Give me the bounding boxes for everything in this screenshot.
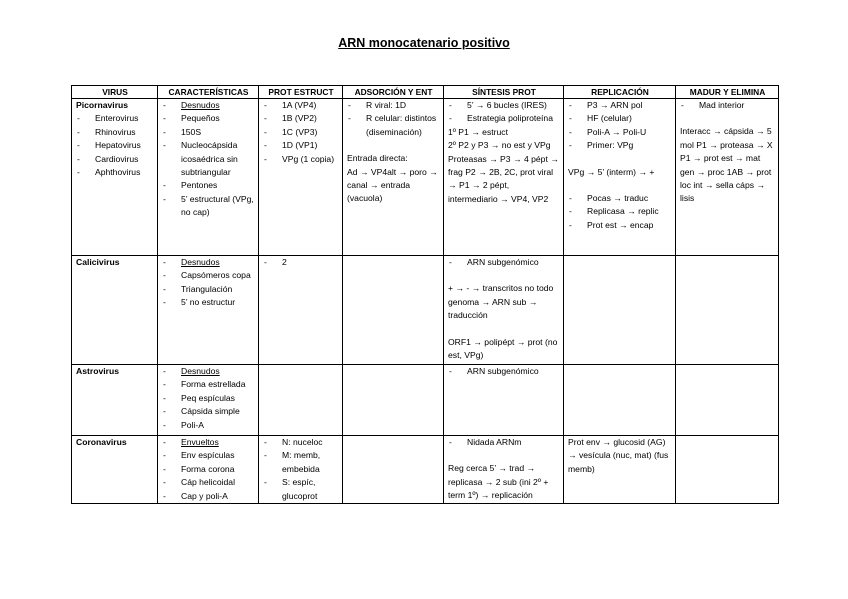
cell-replicacion	[564, 99, 676, 256]
cell-adsorcion	[343, 256, 444, 365]
virus-name: Coronavirus	[76, 437, 127, 447]
cell-caracteristicas	[158, 256, 259, 365]
list-item: - ARN subgenómico	[448, 256, 560, 269]
cell-sintesis	[444, 365, 564, 436]
list-item: - Nucleocápsida icosaédrica sin subtriangular	[162, 139, 255, 179]
header-adsorcion: ADSORCIÓN Y ENT	[343, 86, 444, 99]
cell-prot-estruct	[259, 436, 343, 504]
list-item: - Desnudos	[162, 365, 255, 378]
list-item: - Poli-A → Poli-U	[568, 126, 672, 139]
cell-text: ORF1 → polipépt → prot (no est, VPg)	[448, 336, 558, 361]
cell-replicacion	[564, 256, 676, 365]
table-row-coronavirus	[72, 436, 779, 504]
list-item: - Forma estrellada	[162, 378, 255, 391]
list-item: - Desnudos	[162, 99, 255, 112]
list-item: - R celular: distintos (diseminación)	[347, 112, 440, 139]
cell-text: 1º P1 → estruct	[448, 126, 508, 137]
cell-madur	[676, 99, 779, 256]
list-item: - Replicasa → replic	[568, 205, 672, 218]
header-prot-estruct: PROT ESTRUCT	[259, 86, 343, 99]
list-item: - Rhinovirus	[76, 126, 154, 139]
page-title: ARN monocatenario positivo	[338, 36, 510, 50]
list-item: - P3 → ARN pol	[568, 99, 672, 112]
cell-text: Interacc → cápsida → 5 mol P1 → proteasa → X P1 → prot est → mat gen → proc 1AB → prot loc int → sella cáps → lisis	[680, 126, 773, 204]
list-item: - 150S	[162, 126, 255, 139]
list-item: - R viral: 1D	[347, 99, 440, 112]
list-item: - HF (celular)	[568, 112, 672, 125]
list-item: - Triangulación	[162, 283, 255, 296]
virus-name: Astrovirus	[76, 366, 119, 376]
cell-caracteristicas	[158, 436, 259, 504]
cell-sintesis	[444, 436, 564, 504]
list-item: - Forma corona	[162, 463, 255, 476]
list-item: - N: nuceloc	[263, 436, 339, 449]
list-item: - Cáp helicoidal	[162, 476, 255, 489]
list-item: - Estrategia poliproteína	[448, 112, 560, 125]
list-item: - 5’ → 6 bucles (IRES)	[448, 99, 560, 112]
list-item: - Hepatovirus	[76, 139, 154, 152]
cell-text: Prot env → glucosid (AG) → vesícula (nuc, mat) (fus memb)	[568, 437, 669, 474]
list-item: - Envueltos	[162, 436, 255, 449]
cell-madur	[676, 256, 779, 365]
cell-text: Ad → VP4alt → poro → canal → entrada (vacuola)	[347, 166, 438, 204]
table-row-astrovirus	[72, 365, 779, 436]
list-item: - Nidada ARNm	[448, 436, 560, 449]
list-item: - Cardiovirus	[76, 153, 154, 166]
virus-genera-list	[76, 112, 154, 179]
cell-caracteristicas	[158, 365, 259, 436]
cell-replicacion	[564, 436, 676, 504]
virus-table	[71, 85, 779, 504]
cell-madur	[676, 436, 779, 504]
list-item: - M: memb, embebida	[263, 449, 339, 476]
cell-caracteristicas	[158, 99, 259, 256]
table-row-picornavirus	[72, 99, 779, 256]
list-item: - 1D (VP1)	[263, 139, 339, 152]
cell-replicacion	[564, 365, 676, 436]
cell-virus	[72, 256, 158, 365]
cell-virus	[72, 436, 158, 504]
header-madur: MADUR Y ELIMINA	[676, 86, 779, 99]
virus-name: Calicivirus	[76, 257, 120, 267]
header-sintesis: SÍNTESIS PROT	[444, 86, 564, 99]
list-item: - 1B (VP2)	[263, 112, 339, 125]
cell-prot-estruct	[259, 365, 343, 436]
list-item: - 1A (VP4)	[263, 99, 339, 112]
list-item: - Prot est → encap	[568, 219, 672, 232]
cell-sintesis	[444, 99, 564, 256]
table-row-calicivirus	[72, 256, 779, 365]
list-item: - 2	[263, 256, 339, 269]
list-item: - S: espíc, glucoprot	[263, 476, 339, 503]
list-item: - Mad interior	[680, 99, 775, 112]
header-virus: VIRUS	[72, 86, 158, 99]
cell-prot-estruct	[259, 256, 343, 365]
cell-madur	[676, 365, 779, 436]
list-item: - Pequeños	[162, 112, 255, 125]
list-item: - 5’ no estructur	[162, 296, 255, 309]
cell-virus	[72, 99, 158, 256]
list-item: - Cápsida simple	[162, 405, 255, 418]
list-item: - Capsómeros copa	[162, 269, 255, 282]
header-caracteristicas: CARACTERÍSTICAS	[158, 86, 259, 99]
cell-text: 2º P2 y P3 → no est y VPg	[448, 140, 551, 151]
list-item: - Poli-A	[162, 419, 255, 432]
cell-prot-estruct	[259, 99, 343, 256]
cell-text: Reg cerca 5’ → trad → replicasa → 2 sub (ini 2º + term 1º) → replicación	[448, 463, 549, 501]
cell-adsorcion	[343, 99, 444, 256]
list-item: - Pocas → traduc	[568, 192, 672, 205]
list-item: - Env espículas	[162, 449, 255, 462]
list-item: - 5’ estructural (VPg, no cap)	[162, 193, 255, 220]
list-item: - Cap y poli-A	[162, 490, 255, 503]
table-header-row	[72, 86, 779, 99]
cell-text: Entrada directa:	[347, 153, 408, 164]
list-item: - Primer: VPg	[568, 139, 672, 152]
list-item: - ARN subgenómico	[448, 365, 560, 378]
list-item: - VPg (1 copia)	[263, 153, 339, 166]
list-item: - Aphthovirus	[76, 166, 154, 179]
cell-text: VPg → 5’ (interm) → +	[568, 166, 655, 177]
header-replicacion: REPLICACIÓN	[564, 86, 676, 99]
virus-name: Picornavirus	[76, 100, 129, 110]
cell-adsorcion	[343, 436, 444, 504]
list-item: - Desnudos	[162, 256, 255, 269]
list-item: - Peq espículas	[162, 392, 255, 405]
cell-text: Proteasas → P3 → 4 pépt → frag P2 → 2B, 2C, prot viral → P1 → 2 pépt, intermediario → VP4, VP2	[448, 153, 559, 204]
cell-virus	[72, 365, 158, 436]
cell-adsorcion	[343, 365, 444, 436]
list-item: - Pentones	[162, 179, 255, 192]
list-item: - Enterovirus	[76, 112, 154, 125]
cell-sintesis	[444, 256, 564, 365]
list-item: - 1C (VP3)	[263, 126, 339, 139]
cell-text: + → - → transcritos no todo genoma → ARN sub → traducción	[448, 283, 554, 321]
